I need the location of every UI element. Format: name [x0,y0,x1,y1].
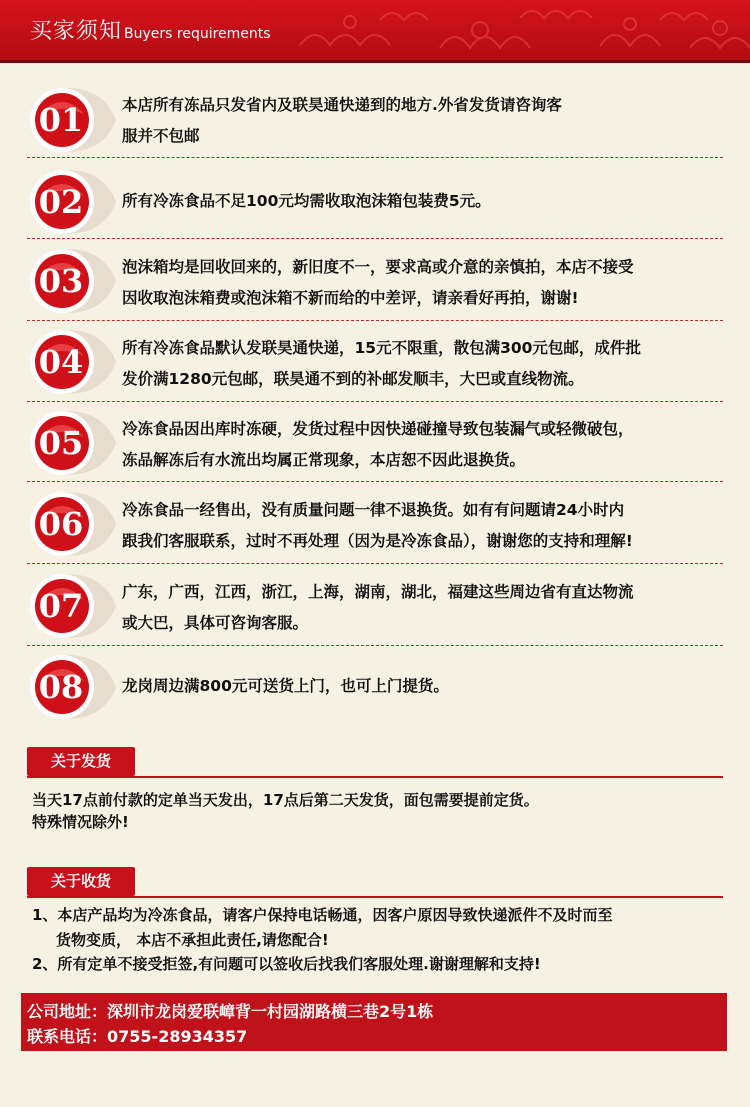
number-badge [26,407,118,479]
address-row [27,999,433,1022]
text-line: 跟我们客服联系，过时不再处理（因为是冷冻食品），谢谢您的支持和理解! [122,532,633,550]
dashed-divider [27,481,723,482]
text-line: 所有冷冻食品不足100元均需收取泡沫箱包装费5元。 [122,192,491,210]
phone-value: 0755-28934357 [107,1027,248,1046]
receiving-section-line [27,896,723,898]
shipping-section-line [27,776,723,778]
phone-label: 联系电话： [27,1027,108,1046]
badge-number: 06 [38,505,84,543]
text-line: 广东，广西，江西，浙江，上海，湖南，湖北，福建这些周边省有直达物流 [122,583,634,601]
badge-number: 07 [38,587,84,625]
receiving-text-line-3: 2、所有定单不接受拒签,有问题可以签收后找我们客服处理.谢谢理解和支持! [32,955,541,973]
receiving-section-label: 关于收货 [50,872,111,890]
badge-number: 08 [38,668,84,706]
shipping-section-label: 关于发货 [50,752,111,770]
text-line: 所有冷冻食品默认发联昊通快递，15元不限重，散包满300元包邮，成件批 [122,339,641,357]
text-line: 冷冻食品一经售出，没有质量问题一律不退换货。如有有问题请24小时内 [122,501,625,519]
contact-footer [21,993,727,1051]
badge-number: 03 [38,262,84,300]
requirement-text [122,671,727,702]
requirement-text [122,414,727,476]
text-line: 冷冻食品因出库时冻硬，发货过程中因快递碰撞导致包装漏气或轻微破包， [122,420,634,438]
page-title [30,14,271,45]
badge-number: 05 [38,424,84,462]
address-label: 公司地址： [27,1002,108,1021]
requirement-item-08 [0,651,750,723]
requirement-text [122,252,727,314]
requirement-text [122,495,727,557]
text-line: 冻品解冻后有水流出均属正常现象，本店恕不因此退换货。 [122,451,526,469]
text-line: 龙岗周边满800元可送货上门，也可上门提货。 [122,677,449,695]
receiving-section-tag [27,867,135,896]
dashed-divider [27,401,723,402]
number-badge [26,84,118,156]
shipping-section-tag [27,747,135,776]
phone-row [27,1024,247,1047]
text-line: 发价满1280元包邮，联昊通不到的补邮发顺丰，大巴或直线物流。 [122,370,584,388]
number-badge [26,166,118,238]
text-line: 当天17点前付款的定单当天发出，17点后第二天发货，面包需要提前定货。 [32,791,539,809]
shipping-text [32,789,732,833]
requirement-item-05 [0,407,750,479]
dashed-divider [27,157,723,158]
dashed-divider [27,645,723,646]
requirement-item-07 [0,570,750,642]
number-badge [26,488,118,560]
address-value: 深圳市龙岗爱联嶂背一村园湖路横三巷2号1栋 [107,1002,434,1021]
text-line: 泡沫箱均是回收回来的，新旧度不一，要求高或介意的亲慎拍，本店不接受 [122,258,634,276]
dashed-divider [27,320,723,321]
header-divider [0,60,750,63]
title-english: Buyers requirements [124,26,271,42]
text-line: 因收取泡沫箱费或泡沫箱不新而给的中差评，请亲看好再拍，谢谢! [122,289,579,307]
badge-number: 02 [38,183,84,221]
receiving-text-line-2: 货物变质， 本店不承担此责任,请您配合! [56,931,329,949]
requirement-item-01 [0,84,750,156]
receiving-text-line-1: 1、本店产品均为冷冻食品，请客户保持电话畅通，因客户原因导致快递派件不及时而至 [32,906,613,924]
requirement-text [122,577,727,639]
badge-number: 04 [38,343,84,381]
number-badge [26,326,118,398]
badge-number: 01 [38,101,84,139]
title-chinese: 买家须知 [30,19,123,44]
text-line: 或大巴，具体可咨询客服。 [122,614,309,632]
requirement-item-06 [0,488,750,560]
number-badge [26,651,118,723]
requirement-item-03 [0,245,750,317]
requirement-item-04 [0,326,750,398]
requirement-text [122,186,727,217]
requirement-text [122,90,727,152]
requirement-item-02 [0,166,750,238]
number-badge [26,245,118,317]
header-banner [0,0,750,60]
text-line: 服并不包邮 [122,127,200,145]
text-line: 本店所有冻品只发省内及联昊通快递到的地方.外省发货请咨询客 [122,96,562,114]
dashed-divider [27,238,723,239]
number-badge [26,570,118,642]
dashed-divider [27,563,723,564]
requirement-text [122,333,727,395]
text-line: 特殊情况除外! [32,813,129,831]
